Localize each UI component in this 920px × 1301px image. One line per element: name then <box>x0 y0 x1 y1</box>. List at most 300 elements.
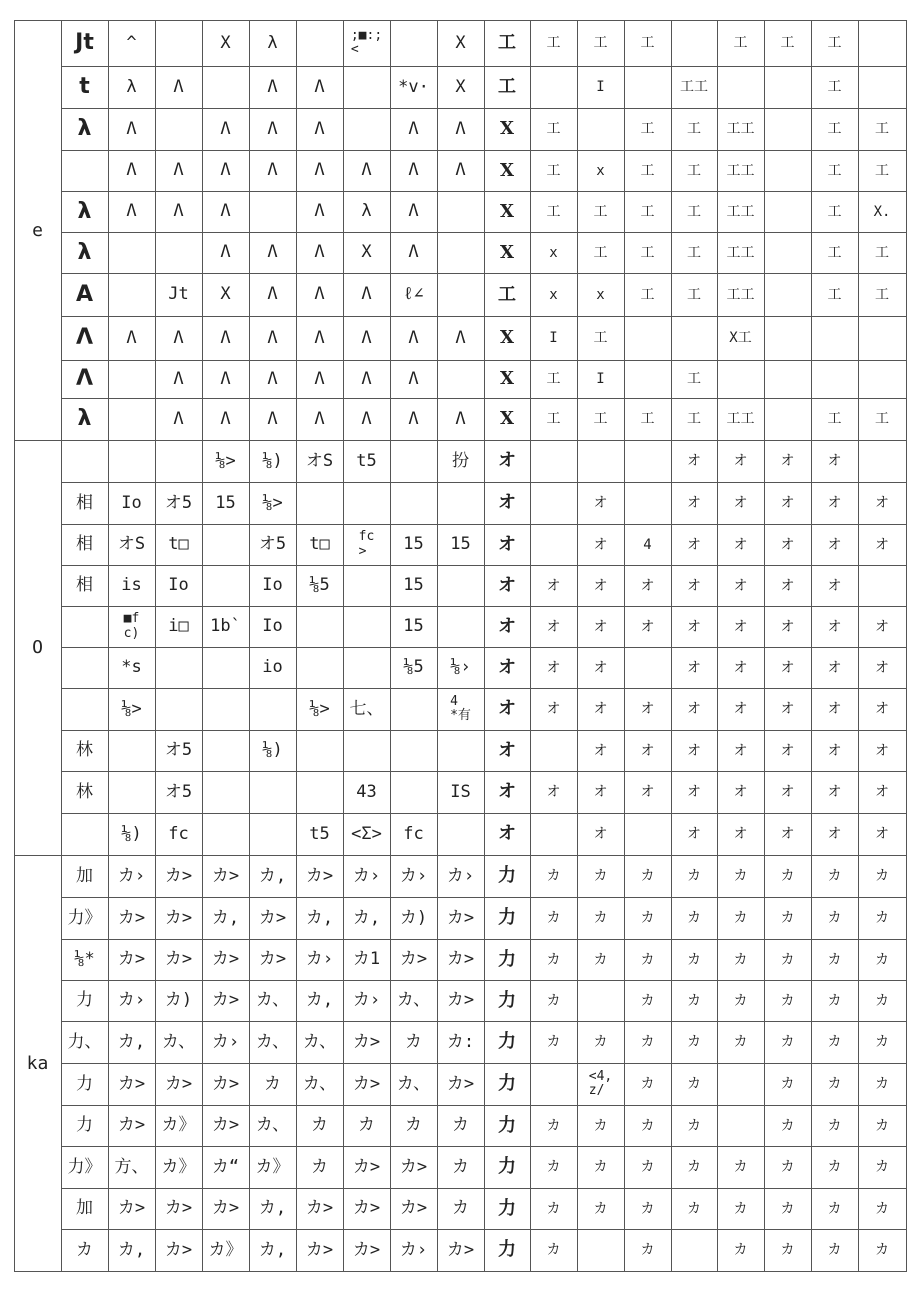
table-cell: カ, <box>117 1031 146 1052</box>
table-cell: 15 <box>215 492 236 513</box>
table-cell: 七、 <box>349 698 384 719</box>
table-cell: λ <box>267 32 278 53</box>
table-cell: カ <box>875 910 889 926</box>
table-cell: オ <box>498 574 516 596</box>
table-cell: 扮 <box>452 450 469 471</box>
table-cell: オ <box>875 618 889 635</box>
table-cell: カ> <box>446 1073 475 1094</box>
table-cell: Λ <box>173 408 184 429</box>
row-header-cell: 相 <box>76 575 93 595</box>
table-cell: 工 <box>640 244 655 261</box>
table-cell: カ> <box>352 1156 381 1177</box>
table-cell: 方、 <box>114 1156 149 1177</box>
table-cell: 工工 <box>680 79 708 95</box>
table-cell: 工 <box>593 244 608 261</box>
table-cell: 工 <box>875 286 889 303</box>
table-cell: カ, <box>305 907 334 928</box>
table-cell: Λ <box>267 118 278 139</box>
table-cell: カ> <box>211 990 240 1010</box>
table-cell: カ <box>780 1034 795 1050</box>
table-cell: <Σ> <box>351 823 382 844</box>
table-cell: 力 <box>498 989 516 1011</box>
table-cell: I <box>549 330 558 346</box>
table-cell: ⅛5 <box>403 657 424 677</box>
table-cell: カ> <box>164 907 193 928</box>
table-cell: カ <box>640 1159 655 1175</box>
table-cell: オ <box>875 701 889 717</box>
table-cell: カ <box>875 1117 889 1134</box>
table-cell: カ <box>733 1159 748 1175</box>
table-cell: Λ <box>267 284 278 304</box>
table-cell: カ> <box>117 1198 146 1218</box>
table-cell: カ、 <box>161 1031 196 1052</box>
table-cell: カ> <box>258 907 287 928</box>
table-cell: オS <box>305 450 334 471</box>
table-cell: カ <box>546 1242 561 1258</box>
table-cell: ■f c) <box>123 611 140 641</box>
table-cell: λ <box>126 76 137 97</box>
table-cell: 力 <box>498 948 516 970</box>
table-cell: カ <box>640 1242 655 1258</box>
table-cell: オ <box>498 615 516 637</box>
table-cell: オ <box>546 659 561 676</box>
table-cell: カ <box>780 910 795 926</box>
table-cell: オ <box>687 495 701 511</box>
table-cell: 工 <box>640 35 655 51</box>
table-cell: Λ <box>220 160 231 180</box>
table-cell: Λ <box>220 242 231 262</box>
table-cell: オ5 <box>164 740 193 760</box>
table-cell: オ <box>780 577 795 594</box>
table-cell: オ5 <box>164 492 193 513</box>
table-cell: X <box>500 368 514 389</box>
table-cell: カ <box>733 1200 748 1217</box>
table-cell: カ》 <box>208 1239 243 1260</box>
table-cell: Λ <box>126 118 137 139</box>
table-cell: カ <box>827 992 842 1009</box>
table-cell: カ> <box>211 1198 240 1218</box>
table-cell: カ <box>687 868 701 884</box>
table-cell: オ <box>498 781 516 802</box>
table-cell: オ <box>498 450 516 471</box>
table-cell: x <box>596 162 605 179</box>
table-cell: カ> <box>305 1239 334 1260</box>
table-cell: 工 <box>640 203 655 220</box>
table-cell: カ <box>687 1200 701 1217</box>
table-cell: カ、 <box>302 1073 337 1094</box>
table-cell: オ <box>498 656 516 678</box>
table-cell: オ <box>687 701 701 717</box>
table-cell: 工 <box>687 371 701 387</box>
table-cell: カ) <box>164 990 193 1010</box>
table-cell: カ> <box>352 1239 381 1260</box>
table-cell: 工 <box>687 121 701 137</box>
table-cell: カ <box>311 1115 328 1135</box>
table-cell: カ <box>593 1200 608 1217</box>
table-cell: オ <box>780 453 795 469</box>
table-cell: カ <box>875 1034 889 1050</box>
table-cell: カ› <box>211 1031 240 1052</box>
table-cell: カ> <box>399 949 428 969</box>
table-cell: Io <box>262 616 283 636</box>
table-cell: カ <box>546 868 561 884</box>
table-cell: オ <box>687 742 701 759</box>
table-cell: カ> <box>352 1073 381 1094</box>
table-cell: 力 <box>498 1031 516 1052</box>
section-label: O <box>32 637 43 658</box>
table-cell: オ <box>875 659 889 676</box>
table-cell: <4, z/ <box>588 1068 613 1098</box>
table-cell: オ <box>546 618 561 635</box>
table-cell: オ <box>687 453 701 469</box>
table-cell: 4 <box>643 536 652 553</box>
table-cell: Λ <box>408 118 419 139</box>
table-cell: カ> <box>164 1073 193 1094</box>
row-header-cell: 相 <box>76 492 93 513</box>
table-cell: Λ <box>361 327 372 348</box>
table-cell: Λ <box>408 327 419 348</box>
table-cell: ⅛) <box>262 740 283 760</box>
table-cell: Λ <box>455 160 466 180</box>
table-cell: カ <box>780 1117 795 1134</box>
table-cell: Jt <box>168 284 189 304</box>
table-cell: カ <box>780 1159 795 1175</box>
table-cell: カ> <box>305 1198 334 1218</box>
table-cell: カ <box>875 1159 889 1175</box>
table-cell: カ> <box>446 907 475 928</box>
table-cell: Λ <box>361 408 372 429</box>
table-cell: 工工 <box>726 411 755 427</box>
table-cell: カ <box>827 1117 842 1134</box>
table-cell: 工 <box>827 244 842 261</box>
row-header-cell: Jt <box>75 30 94 55</box>
table-cell: ^ <box>126 32 137 53</box>
table-cell: 43 <box>356 781 377 802</box>
table-cell: カ <box>780 868 795 884</box>
table-cell: カ <box>827 951 842 968</box>
table-cell: カ <box>780 1200 795 1217</box>
table-cell: カ》 <box>161 1115 196 1135</box>
table-cell: t□ <box>168 534 189 554</box>
table-cell: カ <box>640 1200 655 1217</box>
table-cell: カ <box>546 992 561 1009</box>
table-cell: カ <box>452 1156 469 1177</box>
table-cell: カ> <box>117 949 146 969</box>
table-border-bottom <box>14 1271 907 1272</box>
table-cell: カ› <box>117 990 146 1010</box>
table-cell: オ <box>827 784 842 800</box>
table-cell: Io <box>121 492 142 513</box>
table-cell: オ <box>498 739 516 761</box>
table-cell: オ <box>827 659 842 676</box>
table-cell: io <box>262 657 283 677</box>
row-header-cell: t <box>79 74 90 99</box>
table-cell: 工工 <box>726 121 755 137</box>
table-cell: カ, <box>258 1198 287 1218</box>
table-cell: カ, <box>352 907 381 928</box>
table-cell: カ <box>827 1034 842 1050</box>
table-cell: Λ <box>408 242 419 262</box>
table-cell: オ <box>827 453 842 469</box>
section-label: e <box>32 219 43 241</box>
table-cell: カ <box>452 1115 469 1135</box>
table-cell: オ <box>780 659 795 676</box>
table-cell: 工 <box>546 121 561 137</box>
table-cell: 工 <box>875 411 889 427</box>
table-cell: カ> <box>164 865 193 886</box>
table-cell: カ <box>405 1115 422 1135</box>
table-cell: Λ <box>314 76 325 97</box>
row-header-cell: λ <box>77 198 92 224</box>
table-cell: カ, <box>211 907 240 928</box>
table-cell: カ <box>687 1117 701 1134</box>
table-cell: i□ <box>168 616 189 636</box>
table-cell: fc <box>168 823 189 844</box>
table-cell: カ <box>780 992 795 1009</box>
table-cell: 工 <box>827 162 842 179</box>
table-cell: カ <box>687 992 701 1009</box>
table-cell: オ <box>593 701 608 717</box>
table-cell: 工 <box>546 371 561 387</box>
table-cell: t□ <box>309 534 330 554</box>
table-cell: オ <box>687 659 701 676</box>
table-cell: Λ <box>267 160 278 180</box>
table-cell: Λ <box>220 118 231 139</box>
table-cell: カ、 <box>255 1031 290 1052</box>
table-cell: カ, <box>117 1239 146 1260</box>
table-cell: カ <box>640 910 655 926</box>
table-cell: オ <box>875 826 889 842</box>
table-cell: 工 <box>827 35 842 51</box>
table-cell: Λ <box>314 327 325 348</box>
table-cell: オ <box>498 533 516 555</box>
table-cell: Λ <box>220 408 231 429</box>
table-cell: カ <box>875 951 889 968</box>
table-cell: オ <box>780 495 795 511</box>
table-cell: Λ <box>361 160 372 180</box>
table-cell: オ <box>827 826 842 842</box>
table-cell: 15 <box>403 575 424 595</box>
table-cell: 工 <box>827 121 842 137</box>
table-cell: オ <box>780 618 795 635</box>
table-cell: カ <box>640 1117 655 1134</box>
table-cell: X <box>500 408 514 429</box>
table-cell: fc > <box>358 529 375 559</box>
table-cell: カ <box>687 1159 701 1175</box>
table-cell: オ5 <box>164 781 193 802</box>
table-cell: Λ <box>267 368 278 389</box>
table-cell: カ <box>687 1076 701 1092</box>
row-header-cell: 林 <box>76 781 93 802</box>
table-cell: カ> <box>305 865 334 886</box>
table-cell: カ <box>593 1034 608 1050</box>
table-cell: 15 <box>450 534 471 554</box>
table-cell: 工 <box>593 35 608 51</box>
table-cell: カ <box>264 1073 281 1094</box>
table-cell: Λ <box>361 284 372 304</box>
table-cell: カ、 <box>396 990 431 1010</box>
table-cell: カ <box>733 1034 748 1050</box>
table-cell: Λ <box>267 408 278 429</box>
table-cell: カ> <box>211 1073 240 1094</box>
table-cell: オ <box>498 492 516 513</box>
table-cell: カ <box>593 910 608 926</box>
table-cell: 工 <box>687 203 701 220</box>
table-cell: 力 <box>498 865 516 886</box>
table-cell: オ <box>875 495 889 511</box>
table-cell: オ <box>687 826 701 842</box>
table-cell: オ <box>733 577 748 594</box>
row-header-cell: λ <box>77 239 92 265</box>
table-cell: カ <box>733 868 748 884</box>
table-cell: オ <box>640 742 655 759</box>
table-cell: X <box>500 159 514 181</box>
table-cell: ⅛) <box>121 823 142 844</box>
table-cell: 工工 <box>726 286 755 303</box>
row-header-cell: 林 <box>76 740 93 760</box>
row-header-cell: 力 <box>76 990 93 1010</box>
table-cell: カ> <box>117 1115 146 1135</box>
table-cell: カ、 <box>255 1115 290 1135</box>
table-cell: 工 <box>640 162 655 179</box>
table-cell: 工 <box>593 203 608 220</box>
table-cell: 工 <box>875 162 889 179</box>
table-cell: ⅛> <box>262 492 283 513</box>
table-cell: 工 <box>875 121 889 137</box>
table-cell: カ> <box>117 1073 146 1094</box>
row-header-cell: λ <box>77 116 92 141</box>
table-cell: カ> <box>352 1031 381 1052</box>
table-cell: I <box>596 371 605 387</box>
table-cell: ⅛> <box>309 698 330 719</box>
table-cell: X <box>500 327 514 348</box>
table-cell: カ> <box>399 1156 428 1177</box>
table-cell: X <box>455 32 466 53</box>
table-cell: 工 <box>827 286 842 303</box>
table-cell: カ <box>875 868 889 884</box>
table-cell: X <box>500 200 514 222</box>
table-cell: X <box>220 32 231 53</box>
table-cell: カ: <box>446 1031 475 1052</box>
table-cell: オ <box>827 742 842 759</box>
table-cell: カ <box>733 1242 748 1258</box>
table-cell: カ <box>640 1034 655 1050</box>
table-cell: カ <box>780 1076 795 1092</box>
table-cell: カ› <box>305 949 334 969</box>
table-cell: カ <box>827 1200 842 1217</box>
table-cell: *v· <box>398 76 429 97</box>
table-cell: 力 <box>498 1197 516 1219</box>
table-cell: カ> <box>446 949 475 969</box>
row-header-cell: 力 <box>76 1073 93 1094</box>
table-cell: カ <box>311 1156 328 1177</box>
table-cell: オ <box>780 701 795 717</box>
table-cell: 工 <box>875 244 889 261</box>
table-cell: カ、 <box>302 1031 337 1052</box>
table-cell: Λ <box>220 368 231 389</box>
table-cell: オS <box>117 534 146 554</box>
table-cell: オ <box>498 698 516 719</box>
table-cell: 工 <box>546 411 561 427</box>
table-cell: カ <box>875 992 889 1009</box>
table-cell: Λ <box>267 327 278 348</box>
table-cell: ⅛> <box>121 698 142 719</box>
table-cell: カ) <box>399 907 428 928</box>
table-cell: Λ <box>314 284 325 304</box>
table-cell: カ› <box>399 865 428 886</box>
table-cell: 工 <box>640 411 655 427</box>
table-cell: Λ <box>126 201 137 221</box>
table-cell: カ> <box>164 1198 193 1218</box>
table-cell: カ› <box>117 865 146 886</box>
table-cell: Λ <box>408 160 419 180</box>
table-cell: カ <box>546 1034 561 1050</box>
section-label: ka <box>26 1052 49 1074</box>
table-cell: カ <box>827 910 842 926</box>
table-cell: 工 <box>593 411 608 427</box>
table-cell: カ> <box>211 949 240 969</box>
table-cell: 工 <box>546 35 561 51</box>
table-cell: オ <box>640 577 655 594</box>
table-cell: カ› <box>446 865 475 886</box>
table-cell: カ <box>827 1242 842 1258</box>
table-cell: t5 <box>356 450 377 471</box>
table-cell: Λ <box>314 201 325 221</box>
table-cell: オ <box>498 823 516 844</box>
table-cell: X <box>500 118 514 139</box>
table-cell: オ <box>875 742 889 759</box>
table-cell: Λ <box>314 160 325 180</box>
table-cell: オ <box>593 742 608 759</box>
table-cell: カ, <box>305 990 334 1010</box>
table-cell: カ> <box>399 1198 428 1218</box>
table-cell: カ, <box>258 1239 287 1260</box>
table-cell: カ> <box>211 865 240 886</box>
table-cell: ⅛› <box>450 657 471 677</box>
table-cell: Io <box>262 575 283 595</box>
table-cell: カ <box>593 951 608 968</box>
table-cell: カ“ <box>211 1156 240 1177</box>
table-cell: オ <box>780 784 795 800</box>
table-cell: オ <box>640 701 655 717</box>
table-cell: カ <box>546 910 561 926</box>
table-cell: オ <box>733 701 748 717</box>
row-header-cell: Λ <box>75 325 94 350</box>
table-cell: オ <box>593 495 608 511</box>
table-cell: Λ <box>361 368 372 389</box>
table-cell: カ <box>640 951 655 968</box>
table-cell: カ <box>640 1076 655 1092</box>
row-header-cell: 力 <box>76 1115 93 1135</box>
table-cell: 力 <box>498 907 516 928</box>
table-cell: Λ <box>173 201 184 221</box>
table-cell: Λ <box>126 327 137 348</box>
table-cell: ℓ∠ <box>403 284 424 304</box>
table-cell: 工工 <box>726 203 755 220</box>
table-cell: 4 *有 <box>450 693 471 723</box>
table-cell: オ <box>546 701 561 717</box>
table-cell: 工 <box>827 79 842 95</box>
table-cell: カ <box>733 910 748 926</box>
table-cell: 工 <box>640 121 655 137</box>
table-cell: 工 <box>546 162 561 179</box>
table-cell: カ> <box>446 990 475 1010</box>
table-cell: カ <box>827 1159 842 1175</box>
table-cell: Λ <box>455 118 466 139</box>
table-cell: x <box>549 244 558 261</box>
table-cell: オ <box>780 536 795 553</box>
table-cell: カ <box>827 868 842 884</box>
